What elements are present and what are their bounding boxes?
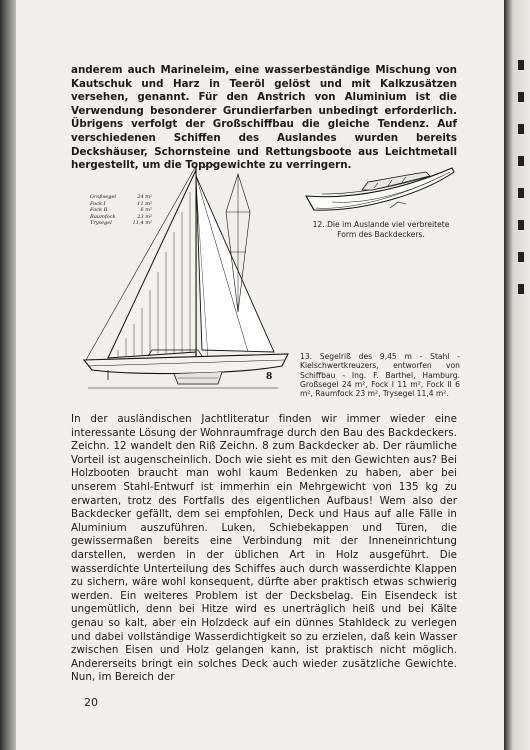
sail-area-table: [90, 194, 152, 227]
sail-row: [90, 207, 152, 214]
page-number: 20: [84, 696, 98, 709]
sail-value: 11 m²: [137, 200, 152, 207]
sail-label: Fock I: [90, 200, 106, 207]
sail-row: [90, 214, 152, 221]
figure-12-caption: 12. Die im Auslande viel verbreitete Form des Backdeckers.: [312, 220, 450, 239]
sail-row: [90, 201, 152, 208]
paragraph-bottom: In der ausländischen Jachtliteratur finden wir immer wieder eine interessante Lösung der Wohnraumfrage durch den Bau des Backdeckers. Zeichn. 12 wandelt den Riß Zeichn. 8 zum Backdecker ab. Der räumliche Vorteil ist augenscheinlich. Doch wie sieht es mit den Gewichten aus? Bei Holzbooten braucht man wohl kaum Bedenken zu haben, aber bei unserem Stahl-Entwurf ist immerhin ein Mehrgewicht von 135 kg zu erwarten, trotz des Fortfalls des eigentlichen Aufbaus! Wem also der Backdecker gefällt, dem sei empfohlen, Deck und Haus auf alle Fälle in Aluminium auszuführen. Luken, Schiebekappen und Türen, die gewissermaßen bereits eine Verbindung mit der Inneneinrichtung darstellen, werden in der üblichen Art in Holz ausgeführt. Die wasserdichte Unterteilung des Schiffes auch durch wasserdichte Klappen zu sichern, wäre wohl konsequent, dürfte aber praktisch etwas schwierig werden. Ein weiteres Problem ist der Decksbelag. Ein Eisendeck ist ungemütlich, denn bei Hitze wird es unerträglich heiß und bei Kälte genau so kalt, aber ein Holzdeck auf ein dünnes Stahldeck zu verlegen und dabei vollständige Wasserdichtigkeit so zu erzielen, daß kein Wasser zwischen Eisen und Holz gelangen kann, ist praktisch nicht möglich. Andererseits bringt ein solches Deck auch wieder zusätzliche Gewichte. Nun, im Bereich der: [71, 413, 457, 684]
figure-13-marker: 8: [266, 372, 273, 382]
paragraph-top: anderem auch Marineleim, eine wasserbeständige Mischung von Kautschuk und Harz in Teeröl gelöst und mit Kalkzusätzen versehen, genannt. Für den Anstrich von Aluminium ist die Verwendung besonderer Grundierfarben unbedingt erforderlich. Übrigens verfolgt der Großschiffbau die gleiche Tendenz. Auf verschiedenen Schiffen des Auslandes wurden bereits Deckshäuser, Schornsteine und Rettungsboote aus Leichtmetall hergestellt, um die Toppgewichte zu verringern.: [71, 64, 457, 172]
sail-label: Großsegel: [90, 194, 117, 200]
facing-page-text-fragments: [518, 60, 530, 460]
sail-row: [90, 194, 152, 201]
sail-value: 11,4 m²: [132, 220, 152, 227]
sail-label: Trysegel: [90, 220, 112, 227]
book-spine-shadow: [0, 0, 16, 750]
figure-12-backdecker-drawing: [302, 160, 460, 216]
sail-value: 6 m²: [140, 207, 152, 214]
sail-row: [90, 220, 152, 227]
sail-label: Fock II: [90, 207, 108, 214]
sail-label: Raumfock: [90, 213, 116, 220]
sail-value: 24 m²: [137, 194, 152, 200]
figure-13-caption: 13. Segelriß des 9,45 m - Stahl - Kielschwertkreuzers, entworfen von Schiffbau - Ing. F. Barthel, Hamburg. Großsegel 24 m², Fock I 11 m², Fock II 6 m², Raumfock 23 m², Trysegel 11,4 m².: [300, 352, 460, 399]
sail-value: 23 m²: [137, 213, 152, 220]
